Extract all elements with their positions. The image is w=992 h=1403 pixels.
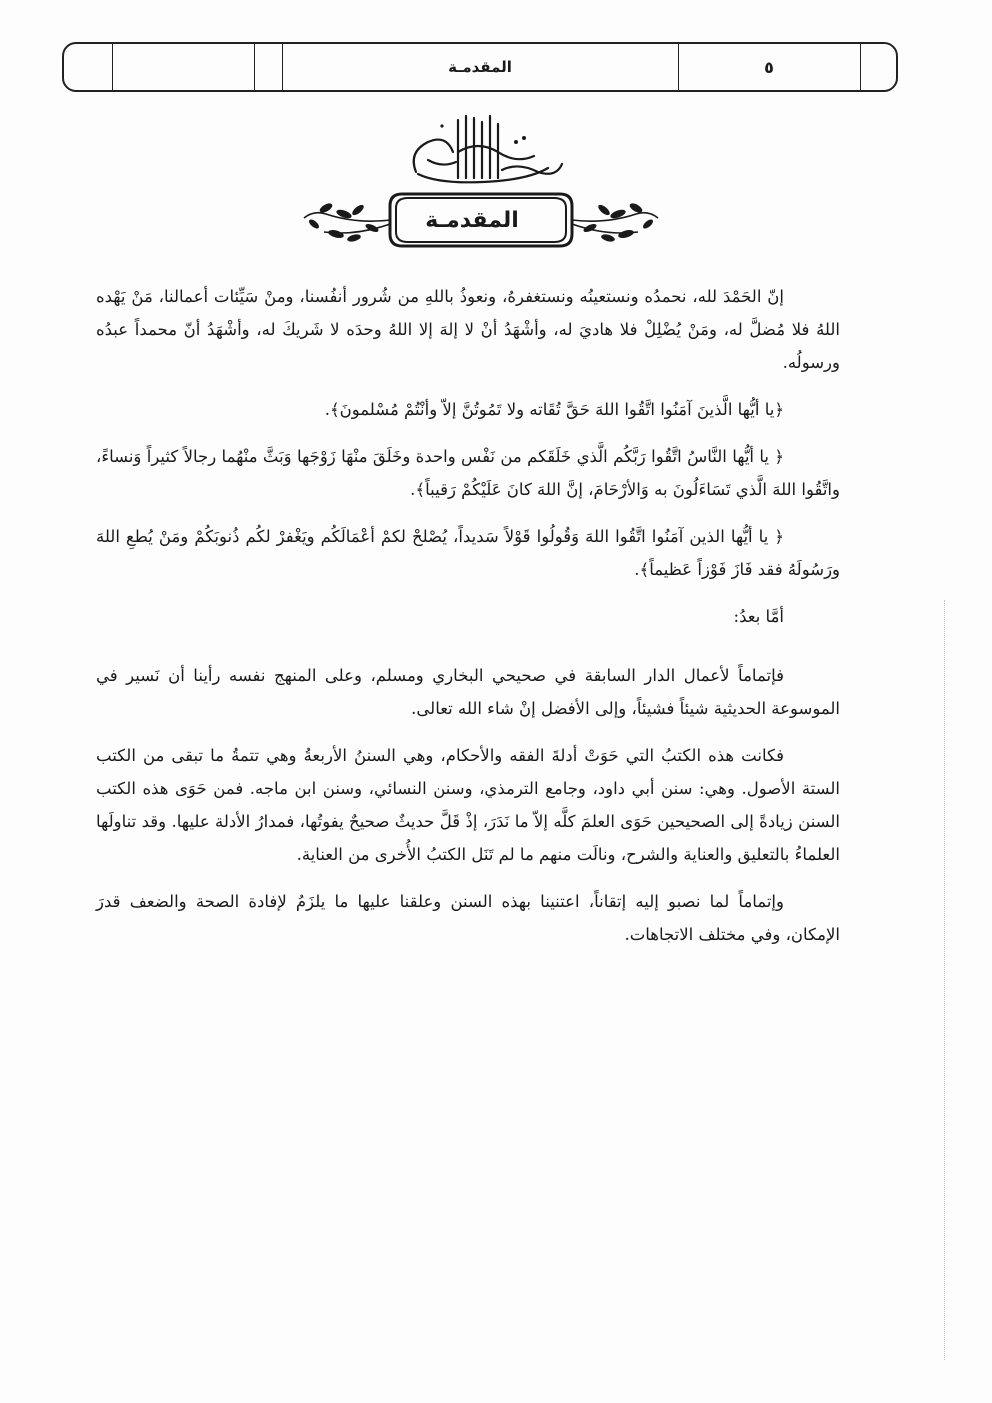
header-title: المقدمـة bbox=[448, 58, 512, 76]
body-text bbox=[96, 280, 840, 965]
paragraph-intent: فإتماماً لأعمال الدار السابقة في صحيحي البخاري ومسلم، وعلى المنهج نفسه رأينا أن نَسير في الموسوعة الحديثية شيئاً فشيئاً، وإلى الأفضل إنْ شاء الله تعالى. bbox=[96, 666, 840, 718]
section-title: المقدمـة bbox=[425, 207, 519, 233]
header-divider bbox=[254, 44, 255, 90]
basmala-calligraphy-icon bbox=[398, 112, 568, 190]
paragraph-verse-2: ﴿ يا أيُّها النَّاسُ اتَّقُوا رَبَّكُم الَّذي خَلَقَكم من نَفْس واحدة وخَلَقَ منْهَا زَوْجَها وَبَثَّ منْهُما رجالاً كثيراً وَنساءً، واتَّقُوا اللهَ الَّذي تَسَاءَلُونَ به وَالأرْحَامَ، إنَّ اللهَ كانَ عَلَيْكُمْ رَقيباً﴾. bbox=[96, 447, 840, 499]
paragraph-sunan: فكانت هذه الكتبُ التي حَوَتْ أدلةَ الفقه والأحكام، وهي السننُ الأربعةُ وهي تتمةُ ما تبقى من الكتب الستة الأصول. وهي: سنن أبي داود، وجامع الترمذي، وسنن النسائي، وسنن ابن ماجه. فمن حَوَى هذه الكتب السنن زيادةً إلى الصحيحين حَوَى العلمَ كلَّه إلاّ ما نَدَرَ، إذْ قَلَّ حديثٌ صحيحٌ يفوتُها، فمدارُ الأدلة عليها. وقد تناولَها العلماءُ بالتعليق والعناية والشرح، ونالَت منهم ما لم تَنَل الكتبُ الأُخرى من العناية. bbox=[96, 746, 840, 864]
header-divider bbox=[112, 44, 113, 90]
paragraph-verse-1: ﴿يا أيُّها الَّذينَ آمَنُوا اتَّقُوا اللهَ حَقَّ تُقَاته ولا تَمُوتُنَّ إلاّ وأنْتُمْ مُسْلمونَ﴾. bbox=[324, 400, 784, 419]
paragraph-method: وإتماماً لما نصبو إليه إتقاناً، اعتنينا بهذه السنن وعلقنا عليها ما يلزَمُ لإفادة الصحة والضعف قدرَ الإمكان، وفي مختلف الاتجاهات. bbox=[96, 892, 840, 944]
scan-edge-mark bbox=[944, 600, 945, 1360]
paragraph-amma-bad: أمَّا بعدُ: bbox=[733, 607, 784, 626]
paragraph-opening-praise: إنّ الحَمْدَ لله، نحمدُه ونستعينُه ونستغفرهُ، ونعوذُ باللهِ من شُرور أنفُسنا، ومنْ سَيِّئات أعمالنا، مَنْ يَهْده اللهُ فلا مُضلَّ له، ومَنْ يُضْلِلْ فلا هاديَ له، وأشْهَدُ أنْ لا إلهَ إلا اللهُ وحدَه لا شَريكَ له، وأشْهَدُ أنّ محمداً عبدُه ورسولُه. bbox=[96, 287, 840, 372]
paragraph-verse-3: ﴿ يا أيُّها الذين آمَنُوا اتَّقُوا اللهَ وَقُولُوا قَوْلاً سَديداً، يُصْلحْ لكمْ أعْمَالَكُم ويَغْفرْ لكُم ذُنوبَكُمْ ومَنْ يُطعِ اللهَ ورَسُولَهُ فقد فَازَ فَوْزاً عَظيماً﴾. bbox=[96, 527, 840, 579]
header-divider bbox=[860, 44, 861, 90]
page-number: ٥ bbox=[764, 57, 774, 77]
